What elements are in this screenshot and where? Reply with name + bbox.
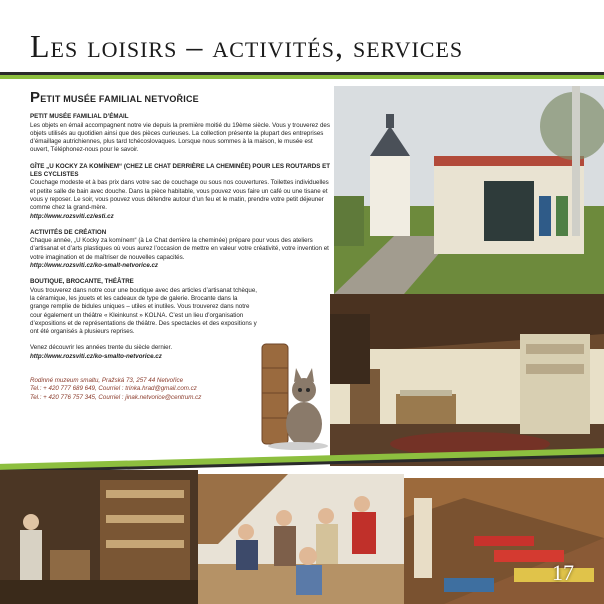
section-boutique [30, 278, 330, 336]
village-street-photo [334, 86, 604, 294]
section-title: BOUTIQUE, BROCANTE, THÉÂTRE [30, 278, 134, 286]
museum-interior-photo [330, 294, 604, 466]
title-rule-green [0, 75, 604, 79]
section-title: PETIT MUSÉE FAMILIAL D’ÉMAIL [30, 113, 129, 121]
heading-rest: ETIT MUSÉE FAMILIAL NETVOŘICE [40, 94, 199, 104]
contact-phone-2: Tel.: + 420 776 757 345, Courriel : jinak.netvorice@centrum.cz [30, 393, 202, 401]
ceramic-cat-figure [258, 338, 328, 450]
group-visitors-photo [198, 474, 404, 604]
page-title: Les loisirs – activités, services [30, 28, 464, 64]
dormitory-photo [404, 478, 604, 604]
section-activities [30, 229, 330, 270]
section-link[interactable]: http://www.rozsviti.cz/ko-smalt-netvorice.cz [30, 262, 159, 270]
contact-address: Rodinné muzeum smaltu, Pražská 73, 257 44 Netvořice [30, 377, 184, 385]
brocante-shop-photo [0, 470, 198, 604]
section-link[interactable]: http://www.rozsviti.cz/esti.cz [30, 212, 114, 220]
contact-phone-1: Tel.: + 420 777 689 649, Courriel : trinka.hrad@gmail.com.cz [30, 385, 197, 393]
section-body: Vous trouverez dans notre cour une boutique avec des articles d’artisanat tchèque, la céramique, les jouets et les cadeaux de type de galerie. Brocante dans la grange remplie de bidules uniques – utiles et inutiles. Vous trouverez dans notre cour également un théâtre « Kleinkunst » KOLNA. C’est un lieu d’organisation d’expositions et de représentations de théâtre. Des spectacles et des expositions y ont été organisés à plusieurs reprises. [30, 286, 258, 336]
section-body: Les objets en émail accompagnent notre vie depuis la première moitié du 19ème siècle. Vous y trouverez des objets utilisés au quotidien ainsi que des pièces curieuses. La collection présente la plupart des entreprises d’émaillage autrichiennes, plus tard tchécoslovaques. Lorsque nous sommes à la maison, le musée est ouvert, Téléphonez-nous pour le savoir. [30, 121, 330, 154]
article-heading [30, 89, 330, 106]
section-gite [30, 163, 330, 221]
section-link[interactable]: http://www.rozsviti.cz/ko-smalto-netvorice.cz [30, 352, 162, 360]
heading-drop-cap: P [30, 89, 41, 106]
section-title: ACTIVITÉS DE CRÉATION [30, 228, 107, 236]
section-museum [30, 113, 330, 154]
page-number: 17 [552, 560, 574, 585]
section-body: Chaque année, „U Kocky za komínem“ (à Le Chat derrière la cheminée) prépare pour vous des ateliers d’artisanat et d’arts plastiques où vous aurez l’occasion de mettre en valeur votre créativité, votre invention et votre imagination et de maîtriser de nouvelles capacités. [30, 237, 329, 261]
section-title: GÎTE „U KOCKY ZA KOMÍNEM“ (CHEZ LE CHAT DERRIÈRE LA CHEMINÉE) POUR LES ROUTARDS ET LES CYCLISTES [30, 162, 330, 179]
section-body: Couchage modeste et à bas prix dans votre sac de couchage ou sous nos couvertures. Toilettes individuelles et petite salle de bain avec douche. Dans la pièce habitable, vous pouvez vous faire un café ou une tisane et vous y reposer. Le soir, vous pouvez vous détendre autour d’un feu et le matin, prendre votre petit déjeuner comme chez la grand-mère. [30, 179, 329, 212]
section-body: Venez découvrir les années trente du siècle dernier. [30, 344, 173, 352]
